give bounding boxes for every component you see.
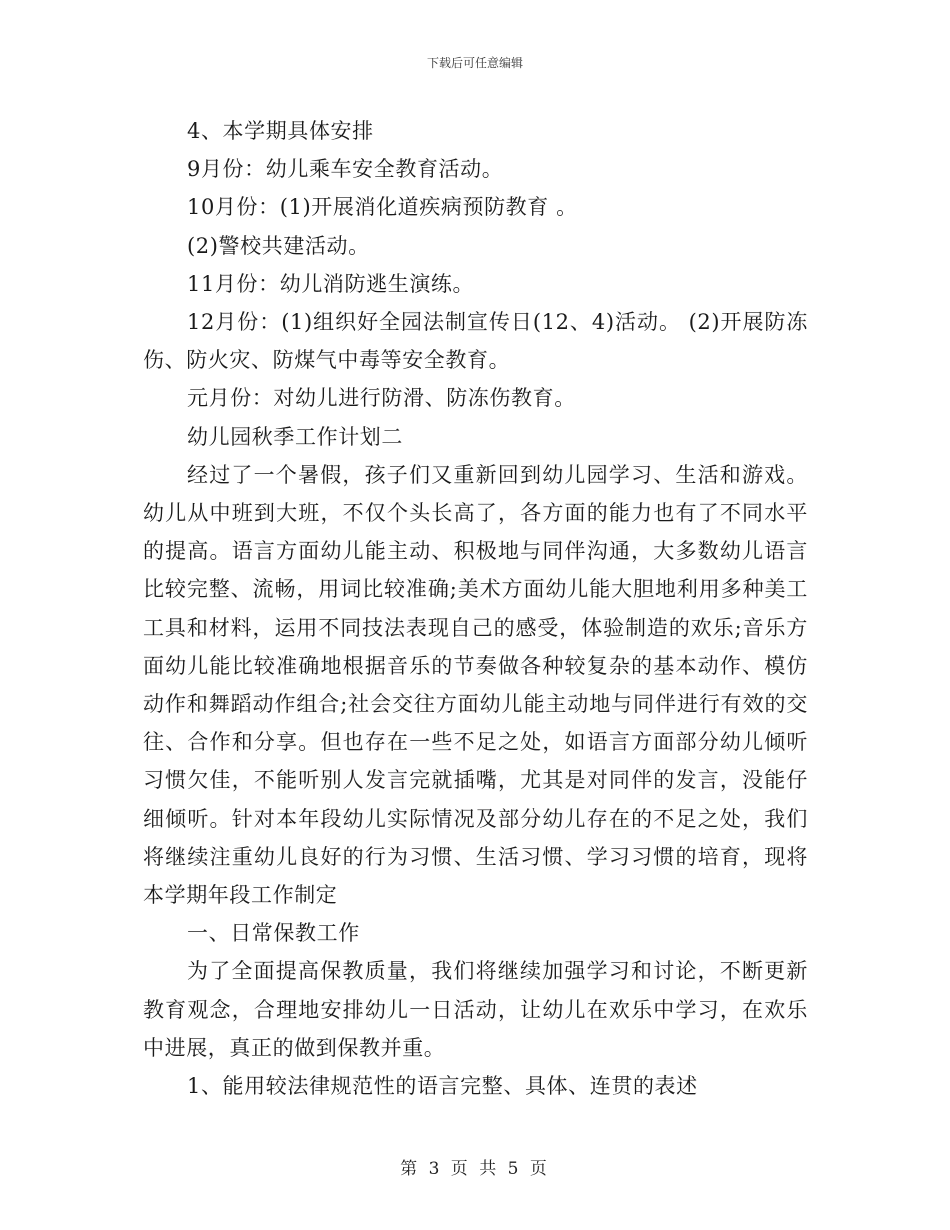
page-header: 下载后可任意编辑 bbox=[426, 56, 523, 70]
intro-paragraph: 经过了一个暑假，孩子们又重新回到幼儿园学习、生活和游戏。幼儿从中班到大班，不仅个头长高了，各方面的能力也有了不同水平的提高。语言方面幼儿能主动、积极地与同伴沟通，大多数幼儿语言比较完整、流畅，用词比较准确;美术方面幼儿能大胆地利用多种美工工具和材料，运用不同技法表现自己的感受，体验制造的欢乐;音乐方面幼儿能比较准确地根据音乐的节奏做各种较复杂的基本动作、模仿动作和舞蹈动作组合;社会交往方面幼儿能主动地与同伴进行有效的交往、合作和分享。但也存在一些不足之处，如语言方面部分幼儿倾听习惯欠佳，不能听别人发言完就插嘴，尤其是对同伴的发言，没能仔细倾听。针对本年段幼儿实际情况及部分幼儿存在的不足之处，我们将继续注重幼儿良好的行为习惯、生活习惯、学习习惯的培育，现将本学期年段工作制定 bbox=[143, 462, 808, 907]
page-number: 第 3 页 共 5 页 bbox=[400, 1159, 550, 1179]
schedule-november: 11月份：幼儿消防逃生演练。 bbox=[187, 271, 475, 296]
schedule-december: 12月份：(1)组织好全园法制宣传日(12、4)活动。 (2)开展防冻伤、防火灾、防煤气中毒等安全教育。 bbox=[143, 309, 808, 373]
schedule-october: 10月份：(1)开展消化道疾病预防教育 。 bbox=[187, 195, 578, 220]
document-body bbox=[143, 112, 808, 1105]
daily-care-paragraph: 为了全面提高保教质量，我们将继续加强学习和讨论，不断更新教育观念，合理地安排幼儿一日活动，让幼儿在欢乐中学习，在欢乐中进展，真正的做到保教并重。 bbox=[143, 959, 808, 1060]
goal-item-1: 1、能用较法律规范性的语言完整、具体、连贯的表述 bbox=[187, 1073, 698, 1098]
schedule-september: 9月份：幼儿乘车安全教育活动。 bbox=[187, 157, 504, 182]
section-heading-schedule: 4、本学期具体安排 bbox=[187, 119, 374, 143]
schedule-january: 元月份：对幼儿进行防滑、防冻伤教育。 bbox=[187, 386, 576, 411]
section-heading-daily-care: 一、日常保教工作 bbox=[187, 921, 360, 946]
schedule-october-item2: (2)警校共建活动。 bbox=[187, 233, 370, 258]
plan-title: 幼儿园秋季工作计划二 bbox=[187, 424, 403, 449]
